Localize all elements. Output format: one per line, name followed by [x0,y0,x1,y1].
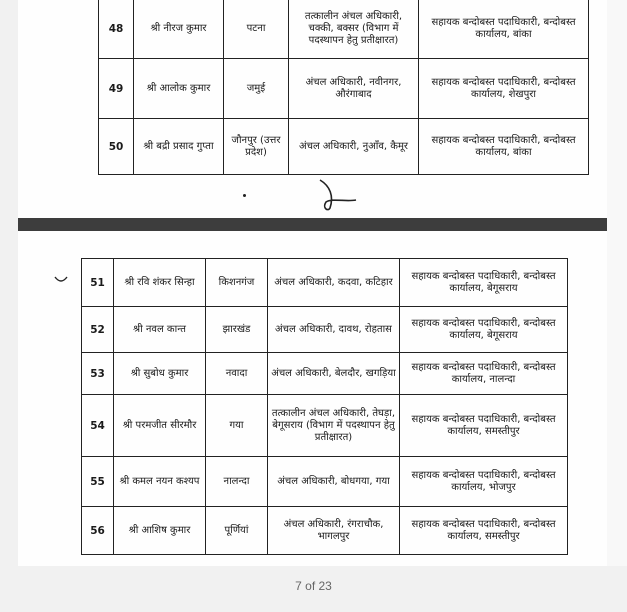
name-cell: श्री परमजीत सीरमौर [114,395,206,457]
previous-posting-cell: अंचल अधिकारी, दावथ, रोहतास [268,307,400,353]
serial-number-cell: 52 [82,307,114,353]
previous-posting-cell: अंचल अधिकारी, रंगराचौक, भागलपुर [268,507,400,555]
viewer-gutter [607,0,627,566]
previous-posting-cell: तत्कालीन अंचल अधिकारी, तेघड़ा, बेगूसराय (विभाग में पदस्थापन हेतु प्रतीक्षारत) [268,395,400,457]
new-posting-cell: सहायक बन्दोबस्त पदाधिकारी, बन्दोबस्त कार्यालय, बेगूसराय [400,307,568,353]
district-cell: नालन्दा [206,457,268,507]
name-cell: श्री नवल कान्त [114,307,206,353]
district-cell: किशनगंज [206,259,268,307]
table-row [82,395,568,457]
new-posting-cell: सहायक बन्दोबस्त पदाधिकारी, बन्दोबस्त कार्यालय, बांका [419,119,589,175]
previous-posting-cell: अंचल अधिकारी, नवीनगर, औरंगाबाद [289,59,419,119]
name-cell: श्री बद्री प्रसाद गुप्ता [134,119,224,175]
table-row [82,259,568,307]
table-row [82,507,568,555]
district-cell: गया [206,395,268,457]
table-row [82,457,568,507]
serial-number-cell: 49 [99,59,134,119]
district-cell: नवादा [206,353,268,395]
new-posting-cell: सहायक बन्दोबस्त पदाधिकारी, बन्दोबस्त कार्यालय, नालन्दा [400,353,568,395]
new-posting-cell: सहायक बन्दोबस्त पदाधिकारी, बन्दोबस्त कार्यालय, शेखपुरा [419,59,589,119]
table-row [82,353,568,395]
table-row [99,0,589,59]
serial-number-cell: 56 [82,507,114,555]
page-divider [18,218,607,231]
new-posting-cell: सहायक बन्दोबस्त पदाधिकारी, बन्दोबस्त कार्यालय, भोजपुर [400,457,568,507]
new-posting-cell: सहायक बन्दोबस्त पदाधिकारी, बन्दोबस्त कार्यालय, बेगूसराय [400,259,568,307]
district-cell: जौनपुर (उत्तर प्रदेश) [224,119,289,175]
table-row [99,119,589,175]
table-row [99,59,589,119]
previous-posting-cell: अंचल अधिकारी, कदवा, कटिहार [268,259,400,307]
new-posting-cell: सहायक बन्दोबस्त पदाधिकारी, बन्दोबस्त कार्यालय, समस्तीपुर [400,507,568,555]
name-cell: श्री सुबोध कुमार [114,353,206,395]
new-posting-cell: सहायक बन्दोबस्त पदाधिकारी, बन्दोबस्त कार्यालय, बांका [419,0,589,59]
serial-number-cell: 54 [82,395,114,457]
name-cell: श्री आशिष कुमार [114,507,206,555]
table-row [82,307,568,353]
serial-number-cell: 53 [82,353,114,395]
serial-number-cell: 48 [99,0,134,59]
new-posting-cell: सहायक बन्दोबस्त पदाधिकारी, बन्दोबस्त कार्यालय, समस्तीपुर [400,395,568,457]
serial-number-cell: 51 [82,259,114,307]
serial-number-cell: 50 [99,119,134,175]
name-cell: श्री रवि शंकर सिन्हा [114,259,206,307]
previous-posting-cell: अंचल अधिकारी, नुआँव, कैमूर [289,119,419,175]
serial-number-cell: 55 [82,457,114,507]
name-cell: श्री कमल नयन कश्यप [114,457,206,507]
transfer-table-top [98,0,589,175]
previous-posting-cell: अंचल अधिकारी, बोधगया, गया [268,457,400,507]
name-cell: श्री नीरज कुमार [134,0,224,59]
page-indicator: 7 of 23 [295,579,332,593]
district-cell: पूर्णियां [206,507,268,555]
district-cell: जमुई [224,59,289,119]
pdf-page-top [18,0,607,218]
pdf-page-bottom [18,231,607,566]
scan-mark [54,275,68,285]
district-cell: झारखंड [206,307,268,353]
signature-mark [310,178,360,214]
district-cell: पटना [224,0,289,59]
name-cell: श्री आलोक कुमार [134,59,224,119]
transfer-table-bottom [81,258,568,555]
previous-posting-cell: तत्कालीन अंचल अधिकारी, चक्की, बक्सर (विभाग में पदस्थापन हेतु प्रतीक्षारत) [289,0,419,59]
previous-posting-cell: अंचल अधिकारी, बेलदौर, खगड़िया [268,353,400,395]
ink-dot [243,194,246,197]
